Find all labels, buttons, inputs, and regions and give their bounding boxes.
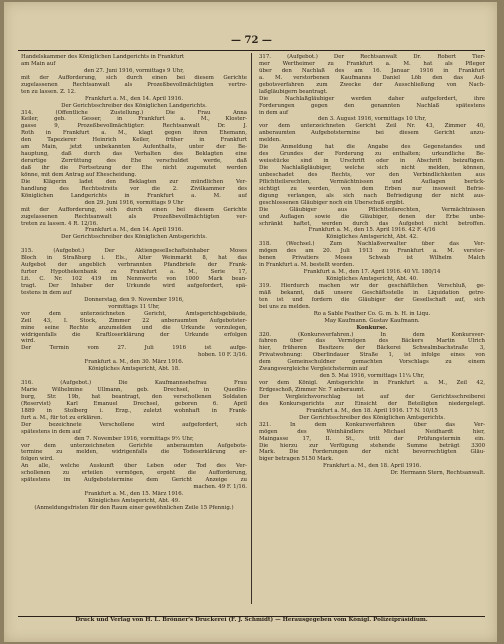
column-divider — [251, 53, 252, 604]
text-line: Der Gerichtsschreiber des Königlichen Amtsgerichts. — [61, 234, 207, 241]
text-line: wird. — [21, 338, 36, 345]
text-line: Konkurse. — [356, 324, 388, 331]
text-line: Die Nachlaßgläubiger, welche sich nicht melden, können, — [259, 165, 485, 171]
text-line: tragt. Der Inhaber der Urkunde wird aufgefordert, spä- — [21, 282, 247, 289]
text-line: May Kaufmann. Gustav Kaufmann. — [324, 317, 420, 324]
text-line: Die Klägerin ladet den Beklagten zur mündlichen Ver- — [21, 178, 247, 185]
text-line: (Anmeldungsfristen für den Raum einer gewöhnlichen Zeile 15 Pfennig.) — [34, 504, 234, 511]
text-line: am Main, jetzt unbekannten Aufenthalts, unter der Be- — [21, 144, 247, 151]
text-line: Königlichen Landgerichts in Frankfurt a. M. auf — [21, 192, 247, 199]
text-line: bei uns zu melden. — [259, 303, 311, 310]
text-line: Königliches Amtsgericht, Abt. 18. — [88, 366, 180, 373]
text-line: den 5. Mai 1916, vormittags 11¼ Uhr, — [319, 373, 425, 380]
text-line: Dr. Hermann Stern, Rechtsanwalt. — [390, 470, 485, 477]
text-line: den 29. Juni 1916, vormittags 9 Uhr — [84, 199, 184, 206]
text-line: vor dem unterzeichneten Gericht, Amtsgerichtsgebäude, — [21, 310, 247, 317]
text-line: Erdgeschoß, Zimmer Nr. 7 anberaumt. — [259, 387, 366, 393]
text-line: den 27. Juni 1916, vormittags 9 Uhr, — [84, 67, 184, 74]
text-line: Der bezeichnete Verschollene wird aufgefordert, sich — [21, 421, 247, 428]
text-line: Privatwohnung: Oberlindauer Straße 1, ist infolge eines von — [259, 352, 485, 359]
text-line — [21, 373, 247, 380]
text-line: An alle, welche Auskunft über Leben oder Tod des Ver- — [21, 463, 247, 470]
gazette-page — [4, 2, 497, 642]
text-line: 319. Hierdurch machen wir der geschäftlichen Verschluß, ge- — [259, 282, 485, 289]
text-line: 314. (Öffentliche Zustellung.) Die Frau Anna — [21, 109, 247, 116]
text-line: des Grundes der Forderung zu enthalten; urkundliche Be- — [259, 151, 485, 158]
text-line: 321. In dem Konkursverfahren über das Ver- — [259, 421, 485, 428]
text-line: anberaumten Aufgebotstermine bei diesem Gericht anzu- — [259, 130, 485, 137]
text-line: burg, Str. 19b, hat beantragt, den verschollenen Soldaten — [21, 393, 247, 400]
text-line: testens in dem auf — [21, 289, 72, 296]
text-line: furt a. M., für tot zu erklären. — [21, 414, 103, 421]
text-line: mer Wertheimer zu Frankfurt a. M. hat als Pfleger — [259, 60, 485, 67]
text-line: den 7. November 1916, vormittags 9½ Uhr, — [74, 435, 194, 442]
text-line: machen. 49 F. 1/16. — [193, 484, 247, 491]
text-line: treten zu lassen. 4 R. 12/16. — [21, 220, 98, 227]
text-line: laßgläubigern beantragt. — [259, 88, 328, 95]
text-line: Aufgebot der angeblich verbrannten Pfandbriefe der Frank- — [21, 262, 247, 269]
text-line: mögen des Weinhändlers Michael Neidhardt hier, — [259, 428, 485, 435]
text-line: spätestens in dem auf — [21, 428, 81, 435]
text-line: Die Nachlaßgläubiger werden daher aufgefordert, ihre — [259, 95, 485, 102]
text-line: den Tapezierer Heinrich Keiler, früher in Frankfurt — [21, 137, 247, 144]
text-line — [21, 241, 247, 248]
text-line: Die hierzu zur Verfügung stehende Summe beträgt 3300 — [259, 442, 485, 449]
text-line: Marie Wilhelmine Ullmann, geb. Drechsel, in Quedlin- — [21, 387, 247, 393]
text-line: folgen wird. — [21, 456, 54, 463]
text-line: geschlossenen Gläubiger noch ein Überschuß ergibt. — [259, 199, 405, 206]
text-line: furter Hypothekenbank zu Frankfurt a. M., Serie 17, — [21, 269, 247, 276]
text-line: daß ihr die Fortsetzung der Ehe nicht zugemutet werden — [21, 165, 247, 171]
text-line: zugelassenen Rechtsanwalt als Prozeßbevollmächtigten vertre- — [21, 81, 247, 88]
text-line: Frankfurt a. M., den 18. April 1916. 17 N. 10/15 — [306, 407, 438, 414]
text-line: termine zu melden, widrigenfalls die Todeserklärung er- — [21, 449, 247, 456]
text-line: hoben. 10 F. 3/16. — [198, 352, 247, 359]
text-line: Donnerstag, den 9. November 1916, — [84, 296, 184, 303]
text-line: Der Gerichtsschreiber des Königlichen Amtsgerichts. — [299, 414, 445, 421]
text-line: melden. — [259, 137, 281, 144]
text-line: sichtigt zu werden, von dem Erben nur insoweit Befrie- — [259, 185, 485, 192]
text-line: dem Gemeinschuldner gemachten Vorschlags zu einem — [259, 359, 485, 366]
text-line: den 3. August 1916, vormittags 10 Uhr, — [317, 116, 427, 123]
text-line: mögen des am 20. Juli 1913 zu Frankfurt a. M. verstor- — [259, 248, 485, 255]
text-line: 320. (Konkursverfahren.) In dem Konkursver- — [259, 331, 485, 338]
text-line: in Frankfurt a. M. bestellt worden. — [259, 262, 355, 269]
text-line: zugelassenen Rechtsanwalt als Prozeßbevollmächtigten ver- — [21, 213, 247, 220]
text-line: Handelskammer des Königlichen Landgerichts in Frankfurt — [21, 54, 185, 60]
text-line: Forderungen gegen den genannten Nachlaß spätestens — [259, 102, 485, 109]
right-column — [259, 54, 485, 605]
text-line: über den Nachlaß des am 16. Januar 1916 in Frankfurt — [259, 67, 485, 74]
page-header — [16, 35, 487, 51]
text-line: Der Termin vom 27. Juli 1916 ist aufge- — [21, 345, 247, 352]
text-line: handlung des Rechtsstreits vor die 2. Zivilkammer des — [21, 185, 247, 192]
text-line: Frankfurt a. M., den 15. März 1916. — [84, 491, 184, 498]
text-line: Der Vergleichsvorschlag ist auf der Gerichtsschreiberei — [259, 393, 485, 400]
text-line: widrigenfalls die Kraftloserklärung der Urkunde erfolgen — [21, 331, 247, 338]
text-line: Frankfurt a. M., den 30. März 1916. — [84, 359, 184, 366]
text-line: Zwangsvergleiche Vergleichstermin auf — [259, 366, 368, 373]
text-line: Die Gläubiger aus Pflichtteilsrechten, Vermächtnissen — [259, 206, 485, 213]
text-line: vormittags 11 Uhr, — [108, 303, 160, 310]
text-line: mine seine Rechte anzumelden und die Urkunde vorzulegen, — [21, 324, 247, 331]
text-line: Zeil 43, I. Stock, Zimmer 22 anberaumten Aufgebotster- — [21, 317, 247, 324]
text-line: mäß bekannt, daß unsere Geschäftsstelle in Liquidation getre- — [259, 289, 485, 296]
text-line: 1889 in Stolberg i. Erzg., zuletzt wohnhaft in Frank- — [21, 407, 247, 414]
text-line: Königliches Amtsgericht, Abt. 42. — [326, 234, 418, 241]
text-line: hauptung, daß durch das Verhalten des Beklagten eine — [21, 151, 247, 158]
text-line: Frankfurt a. M., den 15. April 1916. 42 F. 4/16 — [308, 227, 436, 234]
text-line: in dem auf — [259, 109, 289, 116]
text-line: des Konkursgerichts zur Einsicht der Beteiligten niedergelegt. — [259, 400, 485, 407]
text-line: Frankfurt a. M., den 14. April 1916. — [84, 227, 184, 234]
text-line: a. M. verstorbenen Kaufmanns Daniel Löb den das Auf- — [259, 74, 485, 81]
text-line: fahren über das Vermögen des Bäckers Martin Ulrich — [259, 338, 485, 345]
text-line: derartige Zerrüttung des Ehe verschuldet werde, daß — [21, 158, 247, 165]
text-line: biger betragen 5150 Mark. — [259, 456, 334, 463]
text-line: Roth in Frankfurt a. M., klagt gegen ihren Ehemann, — [21, 130, 247, 137]
page-number: — 72 — — [231, 35, 272, 46]
text-line: Frankfurt a. M., den 14. April 1916. — [84, 95, 184, 102]
text-line: ten ist und fordern die Gläubiger der Gesellschaft auf, sich — [259, 296, 485, 303]
text-line: (Reservist) Karl Emanuel Drechsel, geboren 6. April — [21, 400, 247, 407]
text-line: Frankfurt a. M., den 18. April 1916. — [322, 463, 422, 470]
text-line: 318. (Wechsel.) Zum Nachlaßverwalter über das Ver- — [259, 241, 485, 248]
text-line: weisstücke sind in Urschrift oder in Abschrift beizufügen. — [259, 158, 485, 165]
text-line: unbeschadet des Rechts, vor den Verbindlichkeiten aus — [259, 171, 485, 178]
text-line: schollenen zu erteilen vermögen, ergeht die Aufforderung, — [21, 470, 247, 477]
text-line: und Auflagen sowie die Gläubiger, denen der Erbe unbe- — [259, 213, 485, 220]
text-line: Königliches Amtsgericht, Abt. 40. — [326, 276, 418, 282]
left-column — [21, 54, 247, 605]
text-line: gebotsverfahren zum Zwecke der Ausschließung von Nach- — [259, 81, 485, 88]
text-line: Königliches Amtsgericht, Abt. 49. — [88, 498, 180, 504]
text-line: am Main auf — [21, 60, 56, 67]
text-line: 316. (Aufgebot.) Die Kaufmannsehefrau Frau — [21, 380, 247, 387]
text-line: hier, früheren Besitzers der Bäckerei Schwalmbachstraße 3, — [259, 345, 485, 352]
text-line: gasse 9, Prozeßbevollmächtigter: Rechtsanwalt Dr. J. — [21, 123, 247, 130]
text-line: Maingasse 17, II. St., tritt der Prüfungstermin ein. — [259, 435, 485, 442]
text-line: mit der Aufforderung, sich durch einen bei diesem Gerichte — [21, 74, 247, 81]
text-line: mit der Aufforderung, sich durch einen bei diesem Gerichte — [21, 206, 247, 213]
text-line: Pflichtteilsrechten, Vermächtnissen und Auflagen berück- — [259, 178, 485, 185]
text-line: Keiler, geb. Gesser, in Frankfurt a. M., Kloster- — [21, 116, 247, 123]
text-line: Lit. C. Nr. 102 419 im Nennwerte von 1000 Mark bean- — [21, 276, 247, 282]
text-line: schränkt haftet, werden durch das Aufgebot nicht betroffen. — [259, 220, 485, 227]
text-line: Ro a Sable Feather Co. G. m. b. H. in Liqu. — [313, 310, 431, 317]
text-line: Bloch in Straßburg i. Els., Alter Weinmarkt 8, hat das — [21, 255, 247, 262]
imprint-footer: Druck und Verlag von H. L. Brönner's Druckerei (F. J. Schmidt) — Herausgegeben vom Königl. Polizeipräsidium. — [75, 617, 428, 623]
text-line: Mark. Die Forderungen der nicht bevorrechtigten Gläu- — [259, 449, 485, 456]
text-line: 317. (Aufgebot.) Der Rechtsanwalt Dr. Robert Tier- — [259, 54, 485, 60]
text-line: spätestens im Aufgebotstermine dem Gericht Anzeige zu — [21, 477, 247, 484]
text-line: benen Privatiers Moses Schwab ist Wilhelm Malch — [259, 255, 485, 262]
text-line: könne, mit dem Antrag auf Ehescheidung. — [21, 171, 137, 178]
text-line: vor dem Königl. Amtsgerichte in Frankfurt a. M., Zeil 42, — [259, 380, 485, 387]
text-line: vor dem unterzeichneten Gericht Zeil Nr. 43, Zimmer 40, — [259, 123, 485, 130]
text-line: Die Anmeldung hat die Angabe des Gegenstandes und — [259, 144, 485, 151]
header-rule — [18, 50, 485, 51]
text-line: 315. (Aufgebot.) Der Aktiengesellschaftsinhaber Moses — [21, 248, 247, 255]
text-line: ten zu lassen. Z. 12. — [21, 88, 76, 95]
text-line: vor dem unterzeichneten Gerichte anberaumten Aufgebots- — [21, 442, 247, 449]
text-line: Der Gerichtsschreiber des Königlichen Landgerichts. — [61, 102, 207, 109]
text-line: digung verlangen, als sich nach Befriedigung der nicht aus- — [259, 192, 485, 199]
text-line: Frankfurt a. M., den 17. April 1916. 40 VI. 180/14 — [303, 269, 441, 276]
